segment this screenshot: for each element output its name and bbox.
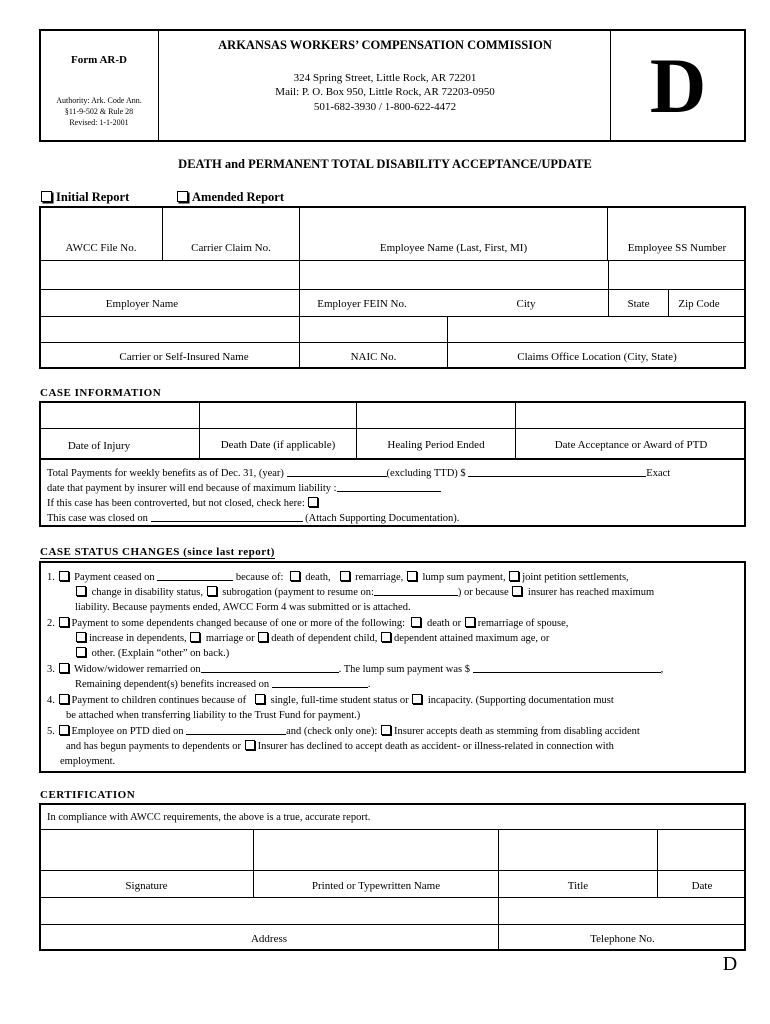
item-5-line-2: and has begun payments to dependents or Insurer has declined to accept death as accident- or illness-related in connection with — [66, 741, 614, 752]
initial-report-option[interactable]: Initial Report — [40, 190, 129, 205]
cert-row-line — [39, 897, 746, 898]
cert-row-line — [39, 870, 746, 871]
address-label: Address — [250, 933, 288, 945]
controverted-checkbox[interactable] — [308, 497, 318, 507]
subrogation-checkbox[interactable] — [207, 586, 217, 596]
amended-report-checkbox[interactable] — [177, 191, 188, 202]
dependent-death-checkbox[interactable] — [411, 617, 421, 627]
dependents-changed-checkbox[interactable] — [59, 617, 69, 627]
employer-fein-label: Employer FEIN No. — [317, 298, 407, 310]
case-status-heading: CASE STATUS CHANGES (since last report) — [40, 546, 275, 558]
id-row-line — [39, 260, 746, 261]
widow-remarried-checkbox[interactable] — [59, 663, 69, 673]
case-row-line — [39, 428, 746, 429]
remarried-date-field[interactable] — [201, 662, 339, 673]
disability-status-checkbox[interactable] — [76, 586, 86, 596]
agency-address-2: Mail: P. O. Box 950, Little Rock, AR 72203-0950 — [275, 86, 495, 98]
amended-report-option[interactable]: Amended Report — [176, 190, 284, 205]
child-death-checkbox[interactable] — [258, 632, 268, 642]
title-label: Title — [567, 880, 589, 892]
telephone-label: Telephone No. — [590, 933, 655, 945]
header-divider-right — [610, 29, 611, 142]
certification-statement: In compliance with AWCC requirements, the above is a true, accurate report. — [47, 812, 371, 823]
benefits-increased-date-field[interactable] — [272, 677, 368, 688]
death-date-label: Death Date (if applicable) — [220, 439, 336, 451]
case-closed-line: This case was closed on (Attach Supporting Documentation). — [47, 513, 460, 524]
certification-box — [39, 803, 746, 951]
item-3-line-2: Remaining dependent(s) benefits increased on . — [75, 679, 371, 690]
max-liability-checkbox[interactable] — [512, 586, 522, 596]
lump-sum-amount-field[interactable] — [473, 662, 661, 673]
item-1-line-3: liability. Because payments ended, AWCC Form 4 was submitted or is attached. — [75, 602, 411, 613]
id-row-line — [39, 342, 746, 343]
item-5-line-3: employment. — [60, 756, 116, 767]
authority-line-2: §11-9-502 & Rule 28 — [64, 107, 134, 116]
state-label: State — [627, 298, 650, 310]
city-label: City — [516, 298, 536, 310]
incapacity-checkbox[interactable] — [412, 694, 422, 704]
carrier-name-label: Carrier or Self-Insured Name — [119, 351, 249, 363]
insurer-declined-checkbox[interactable] — [245, 740, 255, 750]
healing-period-label: Healing Period Ended — [387, 439, 485, 451]
agency-address-1: 324 Spring Street, Little Rock, AR 72201 — [293, 72, 477, 84]
case-closed-date-field[interactable] — [151, 511, 303, 522]
claims-office-label: Claims Office Location (City, State) — [517, 351, 677, 363]
acceptance-date-label: Date Acceptance or Award of PTD — [554, 439, 708, 451]
year-field[interactable] — [287, 466, 387, 477]
agency-phone: 501-682-3930 / 1-800-622-4472 — [313, 101, 457, 113]
cert-row-line — [39, 924, 746, 925]
form-title: DEATH and PERMANENT TOTAL DISABILITY ACCEPTANCE/UPDATE — [178, 157, 592, 171]
case-row-line — [39, 458, 746, 460]
resume-date-field[interactable] — [374, 585, 458, 596]
carrier-claim-no-label: Carrier Claim No. — [191, 242, 271, 254]
payment-ceased-checkbox[interactable] — [59, 571, 69, 581]
employer-name-label: Employer Name — [105, 298, 179, 310]
insurer-accepts-checkbox[interactable] — [381, 725, 391, 735]
lump-sum-checkbox[interactable] — [407, 571, 417, 581]
item-2-line-1: 2. Payment to some dependents changed because of one or more of the following: death or remarriage of spouse, — [47, 618, 569, 629]
form-id: Form AR-D — [71, 54, 127, 66]
initial-report-checkbox[interactable] — [41, 191, 52, 202]
printed-name-label: Printed or Typewritten Name — [311, 880, 441, 892]
student-status-checkbox[interactable] — [255, 694, 265, 704]
joint-petition-checkbox[interactable] — [509, 571, 519, 581]
certification-heading: CERTIFICATION — [40, 789, 136, 801]
max-age-checkbox[interactable] — [381, 632, 391, 642]
item-2-line-2: increase in dependents, marriage or death of dependent child, dependent attained maximum age, or — [75, 631, 549, 646]
employee-name-label: Employee Name (Last, First, MI) — [379, 242, 528, 254]
controverted-line: If this case has been controverted, but not closed, check here: — [47, 496, 321, 511]
remarriage-checkbox[interactable] — [340, 571, 350, 581]
item-2-line-3: other. (Explain “other” on back.) — [75, 646, 229, 661]
cert-row-line — [39, 829, 746, 830]
ptd-death-date-field[interactable] — [186, 724, 286, 735]
header-divider-left — [158, 29, 159, 142]
id-row-line — [39, 316, 746, 317]
item-5-line-1: 5. Employee on PTD died on and (check only one): Insurer accepts death as stemming from disabling accident — [47, 726, 640, 737]
children-payment-checkbox[interactable] — [59, 694, 69, 704]
spouse-remarriage-checkbox[interactable] — [465, 617, 475, 627]
date-of-injury-label: Date of Injury — [67, 440, 131, 452]
zip-code-label: Zip Code — [678, 298, 720, 310]
item-3-line-1: 3. Widow/widower remarried on . The lump sum payment was $ , — [47, 664, 664, 675]
agency-name: ARKANSAS WORKERS’ COMPENSATION COMMISSION — [218, 38, 552, 52]
increase-dependents-checkbox[interactable] — [76, 632, 86, 642]
naic-no-label: NAIC No. — [350, 351, 397, 363]
employee-ssn-label: Employee SS Number — [627, 242, 727, 254]
item-4-line-2: be attached when transferring liability to the Trust Fund for payment.) — [66, 710, 361, 721]
footer-form-letter: D — [722, 953, 738, 975]
id-row-line — [39, 289, 746, 290]
signature-label: Signature — [125, 880, 168, 892]
case-information-heading: CASE INFORMATION — [40, 387, 162, 399]
max-liability-line: date that payment by insurer will end because of maximum liability : — [47, 481, 441, 496]
ptd-died-checkbox[interactable] — [59, 725, 69, 735]
authority-line-1: Authority: Ark. Code Ann. — [56, 96, 142, 105]
death-checkbox[interactable] — [290, 571, 300, 581]
max-liability-date-field[interactable] — [337, 481, 441, 492]
form-letter-large: D — [649, 42, 707, 129]
authority-line-3: Revised: 1-1-2001 — [69, 118, 129, 127]
date-label: Date — [691, 880, 713, 892]
total-payments-line: Total Payments for weekly benefits as of Dec. 31, (year) (excluding TTD) $ Exact — [47, 468, 671, 479]
awcc-file-no-label: AWCC File No. — [65, 242, 137, 254]
total-payments-field[interactable] — [468, 466, 646, 477]
identification-box — [39, 206, 746, 369]
item-4-line-1: 4. Payment to children continues because of single, full-time student status or incapacity. (Supporting documentation must — [47, 695, 614, 706]
other-checkbox[interactable] — [76, 647, 86, 657]
payment-ceased-date-field[interactable] — [157, 570, 233, 581]
marriage-checkbox[interactable] — [190, 632, 200, 642]
item-1-line-1: 1. Payment ceased on because of: death, remarriage, lump sum payment, joint petition settlements, — [47, 572, 629, 583]
item-1-line-2: change in disability status, subrogation (payment to resume on: ) or because insurer has reached maximum — [75, 585, 654, 600]
